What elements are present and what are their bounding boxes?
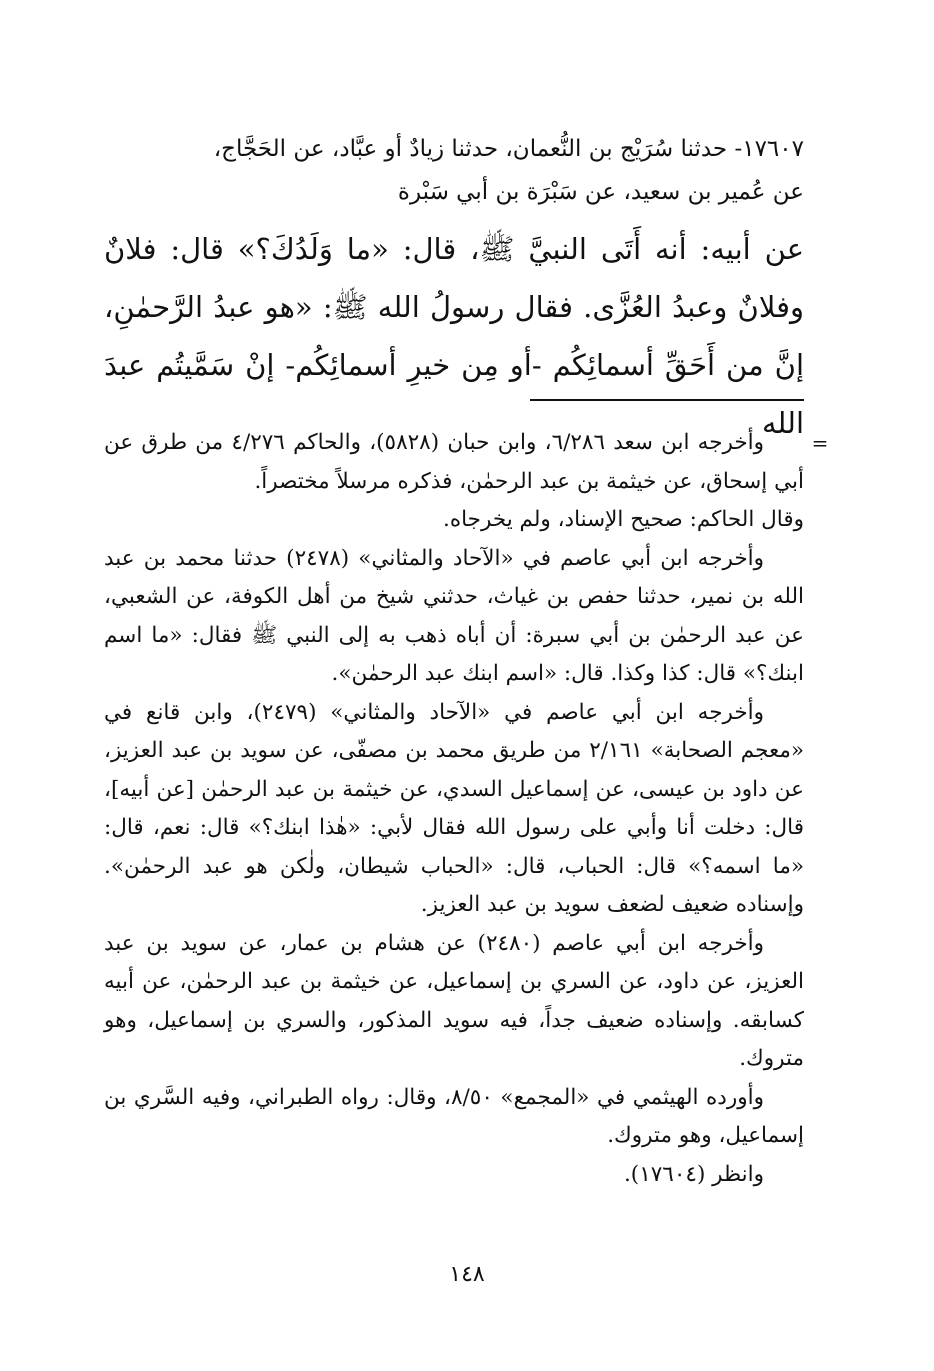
footnote-paragraph: وأخرجه ابن أبي عاصم (٢٤٨٠) عن هشام بن عمار، عن سويد بن عبد العزيز، عن داود، عن السري بن إسماعيل، عن خيثمة بن عبد الرحمٰن، عن أبيه كسابقه. وإسناده ضعيف جداً، فيه سويد المذكور، والسري بن إسماعيل، وهو متروك. xyxy=(104,930,804,1071)
footnote-paragraph: وأورده الهيثمي في «المجمع» ٨/٥٠، وقال: رواه الطبراني، وفيه السَّري بن إسماعيل، وهو متروك. xyxy=(104,1084,804,1148)
footnote-continuation-mark: = xyxy=(811,431,829,455)
page-number: ١٤٨ xyxy=(449,1262,485,1287)
footnote-divider xyxy=(530,399,804,401)
hadith-text xyxy=(104,128,804,452)
isnad-line-2: عن عُمير بن سعيد، عن سَبْرَة بن أبي سَبْرة xyxy=(397,179,804,205)
hadith-matn: عن أبيه: أنه أَتَى النبيَّ ﷺ، قال: «ما وَلَدُكَ؟» قال: فلانٌ وفلانٌ وعبدُ العُزَّى. فقال رسولُ الله ﷺ: «هو عبدُ الرَّحمٰنِ، إنَّ من أَحَقِّ أسمائِكُم -أو مِن خيرِ أسمائِكُم- إنْ سَمَّيتُم عبدَ الله xyxy=(104,232,804,440)
footnote-paragraph: وأخرجه ابن أبي عاصم في «الآحاد والمثاني» (٢٤٧٨) حدثنا محمد بن عبد الله بن نمير، حدثنا حفص بن غياث، حدثني شيخ من أهل الكوفة، عن الشعبي، عن عبد الرحمٰن بن أبي سبرة: أن أباه ذهب به إلى النبي ﷺ فقال: «ما اسم ابنك؟» قال: كذا وكذا. قال: «اسم ابنك عبد الرحمٰن». xyxy=(104,545,804,686)
isnad-line-1: ١٧٦٠٧- حدثنا سُرَيْج بن النُّعمان، حدثنا زيادٌ أو عبَّاد، عن الحَجَّاج، xyxy=(213,136,804,162)
footnote-paragraph: وأخرجه ابن أبي عاصم في «الآحاد والمثاني» (٢٤٧٩)، وابن قانع في «معجم الصحابة» ٢/١٦١ من طريق محمد بن مصفّى، عن سويد بن عبد العزيز، عن داود بن عيسى، عن إسماعيل السدي، عن خيثمة بن عبد الرحمٰن [عن أبيه]، قال: دخلت أنا وأبي على رسول الله فقال لأبي: «هٰذا ابنك؟» قال: نعم، قال: «ما اسمه؟» قال: الحباب، قال: «الحباب شيطان، ولٰكن هو عبد الرحمٰن». وإسناده ضعيف لضعف سويد بن عبد العزيز. xyxy=(104,699,804,917)
hadith-isnad xyxy=(104,128,804,214)
footnote-paragraph: وقال الحاكم: صحيح الإسناد، ولم يخرجاه. xyxy=(443,507,804,532)
footnotes xyxy=(104,424,804,1194)
footnote-paragraph: وأخرجه ابن سعد ٦/٢٨٦، وابن حبان (٥٨٢٨)، والحاكم ٤/٢٧٦ من طرق عن أبي إسحاق، عن خيثمة بن عبد الرحمٰن، فذكره مرسلاً مختصراً. xyxy=(104,430,804,494)
footnote-paragraph: وانظر (١٧٦٠٤). xyxy=(623,1161,764,1187)
